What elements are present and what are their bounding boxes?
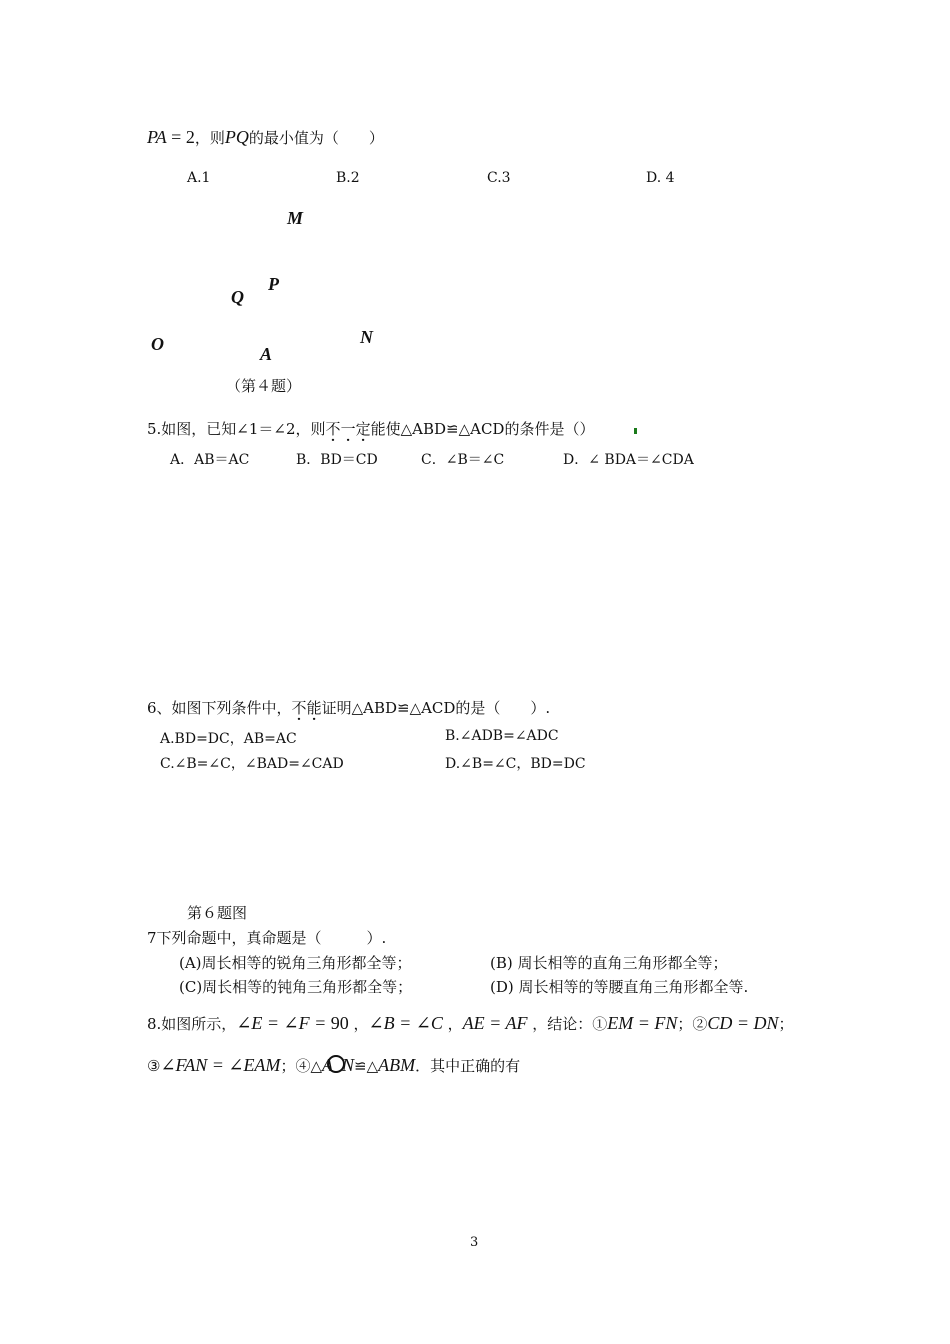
q6-option-b: B.∠ADB=∠ADC (445, 728, 559, 744)
q8-line-2 (147, 1055, 520, 1076)
q4-option-a: A.1 (187, 170, 211, 186)
q6-option-a: A.BD=DC，AB=AC (160, 731, 297, 747)
q4-label-p: P (268, 274, 279, 294)
q5-stem (147, 418, 594, 439)
q6-option-c: C.∠B=∠C，∠BAD=∠CAD (160, 756, 344, 772)
green-mark-icon (634, 428, 637, 434)
q4-text-2: 的最小值为（ ） (248, 129, 384, 147)
q6-emph-1: 不 (291, 699, 307, 717)
q5-option-a: A．AB＝AC (170, 452, 250, 468)
q5-emph-2: 一 (340, 420, 356, 438)
q4-label-n: N (360, 327, 373, 347)
q8-sep-4: ；② (677, 1015, 708, 1033)
q8-math-abm: ABM (378, 1055, 416, 1075)
q8-math-aeaf: AE = AF (462, 1013, 528, 1033)
q5-prefix: 5.如图，已知∠1＝∠2，则 (147, 420, 326, 438)
q8-math-n: N (341, 1055, 354, 1075)
q4-label-m: M (287, 208, 304, 228)
q8-l2-end: ．其中正确的有 (415, 1057, 521, 1075)
q6-emph-2: 能 (306, 699, 322, 717)
q6-caption: 第６题图 (187, 904, 248, 922)
q4-label-o: O (151, 334, 164, 354)
q5-emph-1: 不 (325, 420, 341, 438)
q8-l2-sep-2: ≌△ (354, 1057, 379, 1075)
q8-math-bc: ∠B = ∠C (368, 1013, 443, 1033)
q4-label-q: Q (231, 287, 244, 307)
q8-line-1 (147, 1013, 794, 1034)
q8-math-90: 90 (330, 1013, 349, 1033)
q8-sep-1: ， (348, 1015, 369, 1033)
q4-math-eq: = 2 (166, 127, 195, 147)
q4-option-d: D. 4 (646, 170, 675, 186)
q8-math-emfn: EM = FN (607, 1013, 678, 1033)
q8-math-cddn: CD = DN (707, 1013, 779, 1033)
q6-prefix: 6、如图下列条件中， (147, 699, 292, 717)
q8-l2-prefix: ③ (147, 1057, 161, 1075)
q7-option-b: (B) 周长相等的直角三角形都全等； (490, 954, 728, 972)
q4-stem (147, 127, 384, 148)
q8-l2-sep-1: ；④△ (280, 1057, 322, 1075)
q7-stem: 7下列命题中，真命题是（ ）. (147, 929, 387, 947)
q6-option-d: D.∠B=∠C，BD=DC (445, 756, 586, 772)
q4-text-1: ，则 (194, 129, 225, 147)
q8-sep-2: ， (442, 1015, 463, 1033)
q4-option-b: B.2 (336, 170, 360, 186)
q5-option-d: D．∠ BDA＝∠CDA (563, 452, 694, 468)
q5-suffix: 能使△ABD≌△ACD的条件是（） (370, 420, 595, 438)
q8-math-fan: ∠FAN = ∠EAM (160, 1055, 281, 1075)
q5-emph-3: 定 (355, 420, 371, 438)
q8-math-a: A (321, 1055, 333, 1075)
q4-option-c: C.3 (487, 170, 511, 186)
q7-option-c: (C)周长相等的钝角三角形都全等； (179, 978, 413, 996)
q8-end-1: ； (778, 1015, 794, 1033)
q4-math-pq: PQ (224, 127, 249, 147)
q7-option-a: (A)周长相等的锐角三角形都全等； (179, 954, 412, 972)
page-number: 3 (470, 1235, 479, 1250)
q8-prefix: 8.如图所示， (147, 1015, 237, 1033)
q8-math-angles: ∠E = ∠F = (236, 1013, 331, 1033)
q7-option-d: (D) 周长相等的等腰直角三角形都全等. (490, 978, 749, 996)
q6-stem (147, 697, 550, 718)
q8-sep-3: ，结论：① (527, 1015, 608, 1033)
q4-math-pa: PA (147, 127, 167, 147)
q4-label-a: A (260, 344, 273, 364)
q5-option-b: B．BD＝CD (296, 452, 378, 468)
q6-suffix: 证明△ABD≌△ACD的是（ ）. (321, 699, 551, 717)
q4-caption: （第４题） (226, 377, 302, 395)
q5-option-c: C．∠B＝∠C (421, 452, 505, 468)
